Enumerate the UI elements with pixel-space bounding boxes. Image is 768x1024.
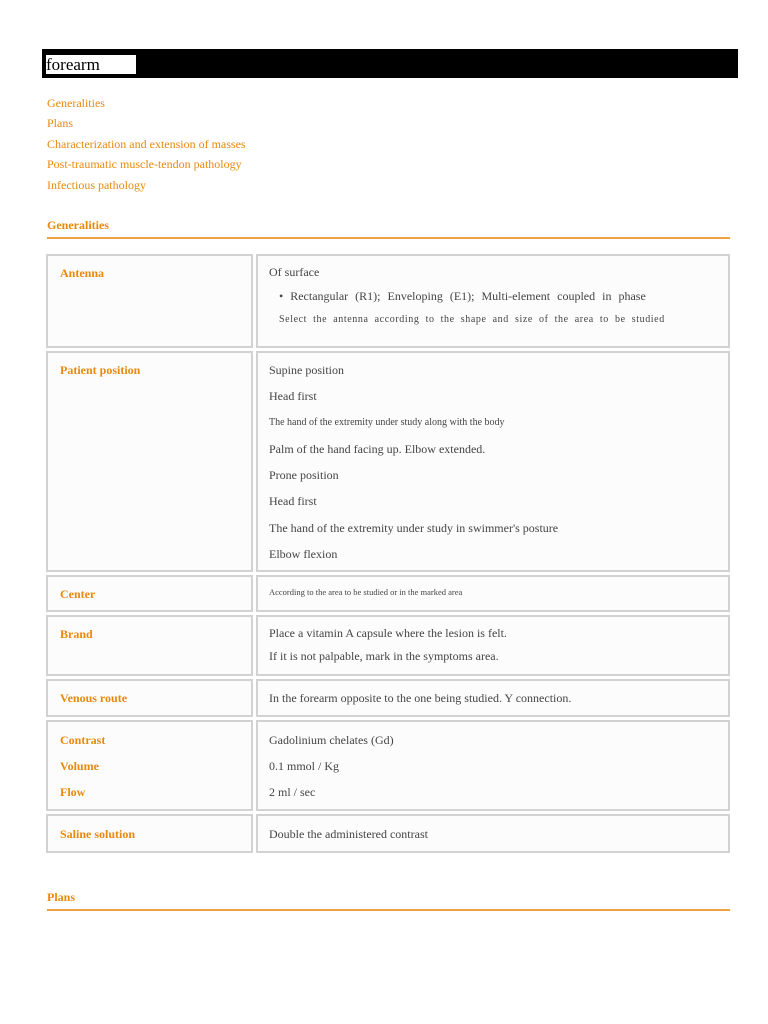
- row-note: Select the antenna according to the shape and size of the area to be studied: [279, 314, 665, 325]
- row-text: Of surface: [269, 265, 320, 279]
- row-text: Elbow flexion: [269, 547, 338, 562]
- row-text: If it is not palpable, mark in the symptoms area.: [269, 649, 499, 663]
- row-text: In the forearm opposite to the one being studied. Y connection.: [269, 691, 572, 705]
- table-row-center: [46, 575, 730, 612]
- table-row-brand: [46, 615, 730, 676]
- row-label: Flow: [60, 785, 86, 799]
- table-row-saline: [46, 814, 730, 853]
- row-text: Supine position: [269, 363, 345, 377]
- row-text: Head first: [269, 389, 317, 404]
- row-text: The hand of the extremity under study in swimmer's posture: [269, 520, 559, 535]
- title-bar: [42, 49, 738, 78]
- section-heading-generalities: Generalities: [47, 218, 730, 239]
- row-text: The hand of the extremity under study along with the body: [269, 416, 505, 428]
- row-label: Antenna: [60, 266, 105, 280]
- row-label: Contrast: [60, 733, 106, 747]
- row-label: Saline solution: [60, 827, 136, 841]
- table-of-contents: [47, 93, 246, 195]
- row-label: Center: [60, 587, 96, 601]
- row-label: Volume: [60, 759, 99, 773]
- row-text: 0.1 mmol / Kg: [269, 759, 340, 773]
- row-text: According to the area to be studied or in the marked area: [269, 587, 463, 597]
- toc-link-generalities[interactable]: Generalities: [47, 96, 105, 110]
- row-text: Head first: [269, 494, 317, 509]
- row-text: Gadolinium chelates (Gd): [269, 733, 394, 747]
- list-item: • Rectangular (R1); Enveloping (E1); Multi-element coupled in phase: [279, 289, 646, 303]
- row-text: Prone position: [269, 468, 339, 483]
- row-label: Venous route: [60, 691, 128, 705]
- toc-link-plans[interactable]: Plans: [47, 116, 74, 131]
- row-text: Double the administered contrast: [269, 827, 428, 841]
- toc-link-infectious[interactable]: Infectious pathology: [47, 177, 146, 192]
- toc-link-masses[interactable]: Characterization and extension of masses: [47, 136, 246, 151]
- toc-link-post-traumatic[interactable]: Post-traumatic muscle-tendon pathology: [47, 157, 242, 172]
- table-row-patient-position: [46, 351, 730, 572]
- table-row-contrast: [46, 720, 730, 811]
- row-label: Brand: [60, 627, 93, 641]
- table-row-venous-route: [46, 679, 730, 717]
- page-title: forearm: [46, 55, 136, 74]
- table-row-antenna: [46, 254, 730, 348]
- row-text: Palm of the hand facing up. Elbow extended.: [269, 441, 486, 456]
- row-text: Place a vitamin A capsule where the lesion is felt.: [269, 626, 507, 640]
- section-heading-plans: Plans: [47, 890, 730, 911]
- row-text: 2 ml / sec: [269, 785, 316, 799]
- row-label: Patient position: [60, 363, 141, 377]
